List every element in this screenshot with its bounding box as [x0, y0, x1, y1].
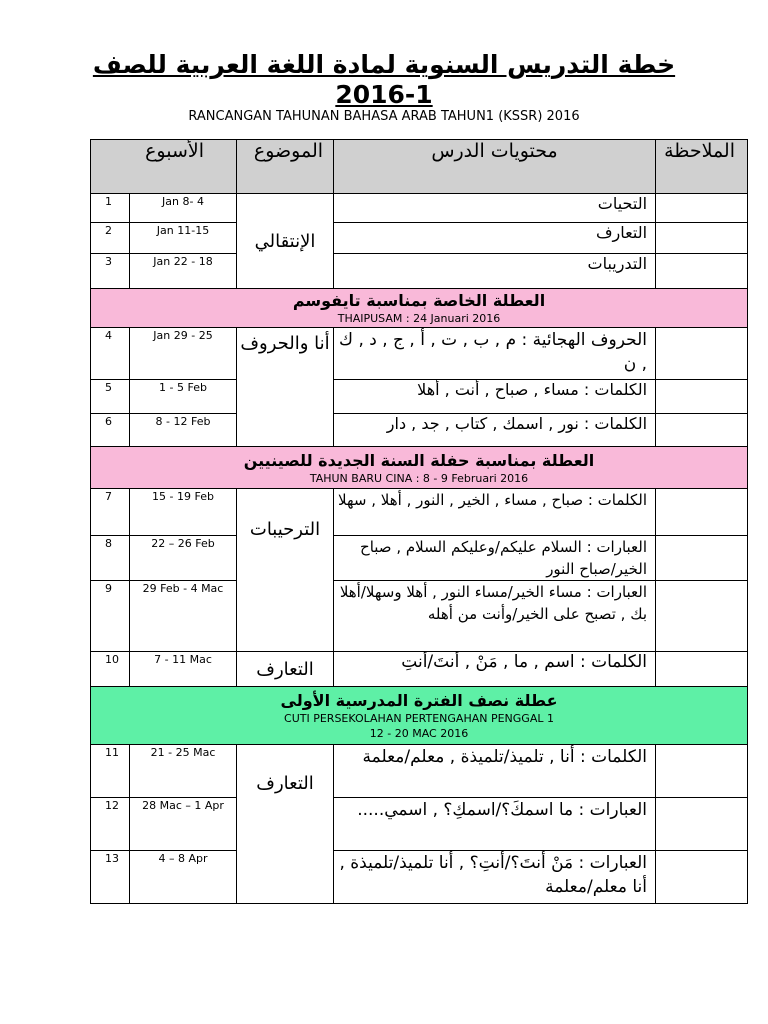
- week-date: Jan 11-15: [130, 223, 237, 254]
- remark-cell: [656, 223, 748, 254]
- title-line-2: 2016-1: [335, 80, 433, 109]
- remark-cell: [656, 414, 748, 447]
- week-date: Jan 22 - 18: [130, 254, 237, 289]
- lesson-plan-table: [90, 139, 748, 904]
- topic-cell: التعارف: [237, 652, 334, 687]
- week-number: 7: [91, 489, 130, 536]
- topic-header: الموضوع: [237, 140, 334, 194]
- lesson-content: الكلمات : أنا , تلميذ/تلميذة , معلم/معلمة: [334, 745, 656, 798]
- week-date: 21 - 25 Mac: [130, 745, 237, 798]
- week-number: 3: [91, 254, 130, 289]
- table-row: [91, 223, 748, 254]
- topic-cell: الإنتقالي: [237, 194, 334, 289]
- lesson-content: التعارف: [334, 223, 656, 254]
- table-row: [91, 851, 748, 904]
- week-number: 5: [91, 380, 130, 414]
- table-row: [91, 489, 748, 536]
- table-row: [91, 254, 748, 289]
- remark-cell: [656, 745, 748, 798]
- week-number: 6: [91, 414, 130, 447]
- week-date: 15 - 19 Feb: [130, 489, 237, 536]
- table-row: [91, 328, 748, 380]
- table-row: [91, 652, 748, 687]
- remark-cell: [656, 536, 748, 581]
- remark-cell: [656, 328, 748, 380]
- holiday-arabic: عطلة نصف الفترة المدرسية الأولى: [280, 691, 558, 710]
- holiday-arabic: العطلة بمناسبة حفلة السنة الجديدة للصينيين: [243, 450, 595, 470]
- remark-cell: [656, 194, 748, 223]
- table-row: [91, 380, 748, 414]
- lesson-content: التحيات: [334, 194, 656, 223]
- holiday-banner: [91, 687, 748, 745]
- title-line-1: خطة التدريس السنوية لمادة اللغة العربية للصف: [92, 50, 676, 79]
- table-row: [91, 414, 748, 447]
- holiday-banner: [91, 289, 748, 328]
- holiday-row: [91, 687, 748, 745]
- lesson-content: العبارات : مَنْ أنتَ؟/أنتِ؟ , أنا تلميذ/تلميذة , أنا معلم/معلمة: [334, 851, 656, 904]
- table-row: [91, 194, 748, 223]
- holiday-row: [91, 289, 748, 328]
- table-header-row: [91, 140, 748, 194]
- remark-cell: [656, 489, 748, 536]
- table-row: [91, 536, 748, 581]
- content-header: محتويات الدرس: [334, 140, 656, 194]
- week-date: Jan 29 - 25: [130, 328, 237, 380]
- lesson-content: العبارات : مساء الخير/مساء النور , أهلا وسهلا/أهلا بك , تصبح على الخير/وأنت من أهله: [334, 581, 656, 652]
- week-number: 10: [91, 652, 130, 687]
- lesson-content: الكلمات : نور , اسمك , كتاب , جد , دار: [334, 414, 656, 447]
- table-row: [91, 798, 748, 851]
- table-row: [91, 581, 748, 652]
- remark-cell: [656, 254, 748, 289]
- remark-cell: [656, 851, 748, 904]
- holiday-banner: [91, 447, 748, 489]
- week-date: 29 Feb - 4 Mac: [130, 581, 237, 652]
- holiday-row: [91, 447, 748, 489]
- holiday-name: CUTI PERSEKOLAHAN PERTENGAHAN PENGGAL 1: [284, 712, 554, 725]
- remarks-header: الملاحظة: [656, 140, 748, 194]
- week-header: الأسبوع: [91, 140, 237, 194]
- topic-cell: الترحيبات: [237, 489, 334, 652]
- remark-cell: [656, 380, 748, 414]
- week-date: Jan 8- 4: [130, 194, 237, 223]
- topic-cell: أنا والحروف: [237, 328, 334, 447]
- week-number: 1: [91, 194, 130, 223]
- lesson-content: الكلمات : اسم , ما , مَنْ , أنتَ/أنتِ: [334, 652, 656, 687]
- lesson-content: العبارات : ما اسمكَ؟/اسمكِ؟ , اسمي.....: [334, 798, 656, 851]
- document-subtitle: RANCANGAN TAHUNAN BAHASA ARAB TAHUN1 (KSSR) 2016: [188, 109, 580, 124]
- remark-cell: [656, 798, 748, 851]
- lesson-content: الحروف الهجائية : م , ب , ت , أ , ج , د , ك , ن: [334, 328, 656, 380]
- holiday-dates: 12 - 20 MAC 2016: [369, 727, 469, 740]
- week-number: 9: [91, 581, 130, 652]
- week-date: 4 – 8 Apr: [130, 851, 237, 904]
- remark-cell: [656, 652, 748, 687]
- week-number: 4: [91, 328, 130, 380]
- week-number: 13: [91, 851, 130, 904]
- week-number: 8: [91, 536, 130, 581]
- table-row: [91, 745, 748, 798]
- week-number: 11: [91, 745, 130, 798]
- week-date: 28 Mac – 1 Apr: [130, 798, 237, 851]
- lesson-content: التدريبات: [334, 254, 656, 289]
- week-date: 1 - 5 Feb: [130, 380, 237, 414]
- lesson-content: العبارات : السلام عليكم/وعليكم السلام , صباح الخير/صباح النور: [334, 536, 656, 581]
- holiday-name: TAHUN BARU CINA : 8 - 9 Februari 2016: [309, 471, 529, 485]
- remark-cell: [656, 581, 748, 652]
- week-number: 2: [91, 223, 130, 254]
- holiday-name: THAIPUSAM : 24 Januari 2016: [337, 312, 501, 325]
- week-number: 12: [91, 798, 130, 851]
- document-title: [60, 50, 708, 110]
- topic-cell: التعارف: [237, 745, 334, 904]
- holiday-arabic: العطلة الخاصة بمناسبة تايفوسم: [292, 291, 546, 310]
- week-date: 8 - 12 Feb: [130, 414, 237, 447]
- lesson-content: الكلمات : صباح , مساء , الخير , النور , أهلا , سهلا: [334, 489, 656, 536]
- week-date: 7 - 11 Mac: [130, 652, 237, 687]
- week-date: 22 – 26 Feb: [130, 536, 237, 581]
- lesson-content: الكلمات : مساء , صباح , أنت , أهلا: [334, 380, 656, 414]
